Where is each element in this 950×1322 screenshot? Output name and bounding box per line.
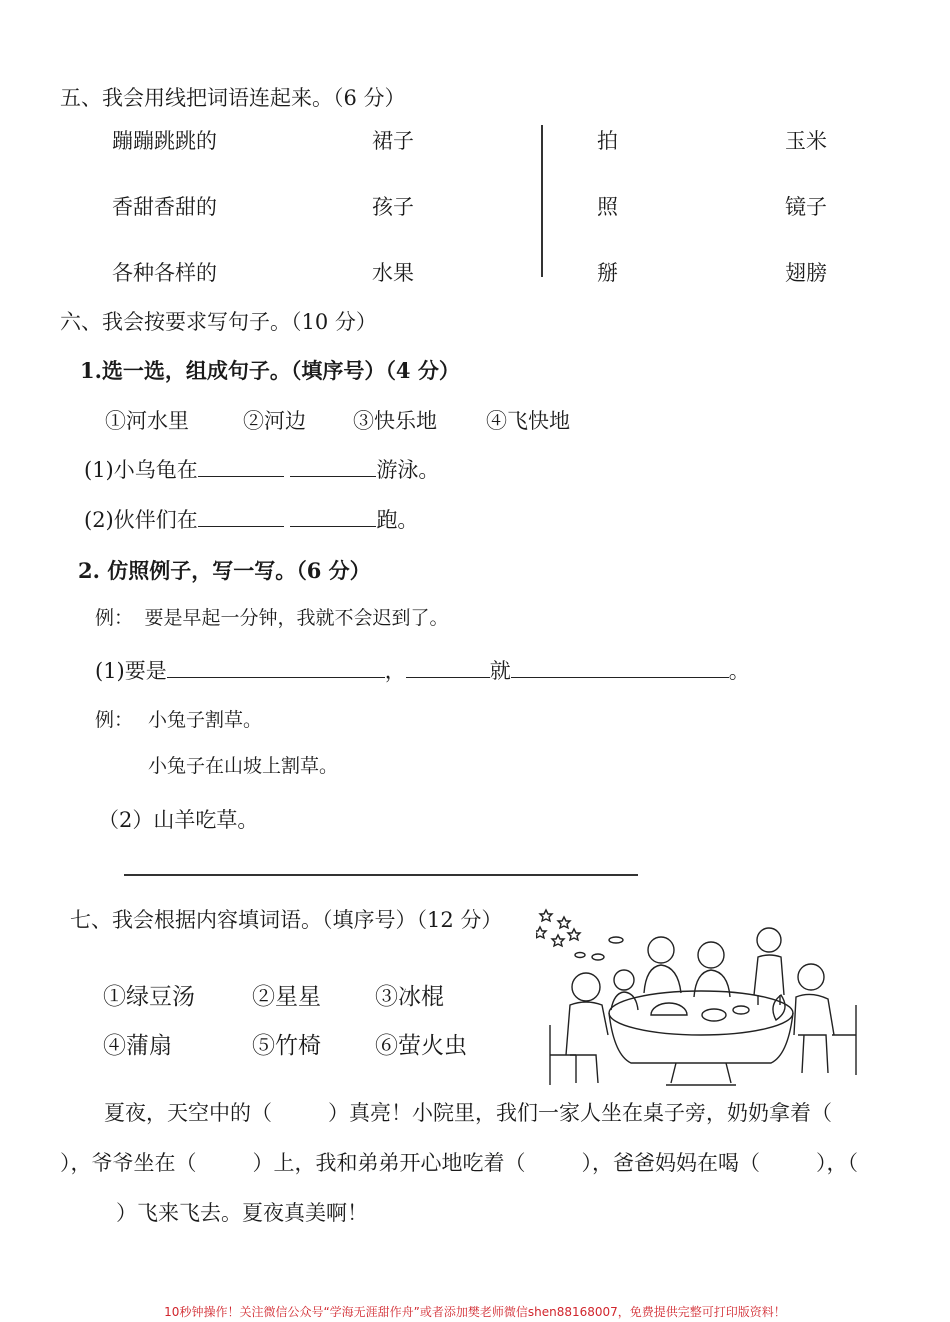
s7-option-1: ①绿豆汤 bbox=[103, 984, 195, 1010]
q2-example-1 bbox=[95, 603, 448, 630]
s7-passage bbox=[60, 1088, 900, 1238]
match-left-noun-1: 裙子 bbox=[372, 129, 414, 153]
q2-sentence-2: （2）山羊吃草。 bbox=[98, 808, 259, 832]
promo-footer: 10秒钟操作！关注微信公众号“学海无涯甜作舟”或者添加樊老师微信shen88168007，免费提供完整可打印版资料！ bbox=[164, 1305, 786, 1319]
match-left-noun-2: 孩子 bbox=[372, 195, 414, 219]
q2-example2-line1: 小兔子割草。 bbox=[148, 709, 263, 731]
match-left-word-1: 蹦蹦跳跳的 bbox=[112, 129, 217, 153]
match-right-noun-2: 镜子 bbox=[785, 195, 827, 219]
s7-passage-p4: ）上，我和弟弟开心地吃着（ bbox=[252, 1151, 526, 1175]
q1-s2-blank-b[interactable] bbox=[290, 506, 376, 527]
q1-option-3: ③快乐地 bbox=[353, 409, 437, 433]
s7-passage-p6: ），（ bbox=[816, 1151, 858, 1175]
column-divider bbox=[541, 125, 543, 277]
s7-option-2: ②星星 bbox=[252, 984, 321, 1010]
q2-example2-label: 例： bbox=[95, 709, 134, 731]
section6-heading: 六、我会按要求写句子。（10 分） bbox=[60, 310, 377, 334]
q1-option-1: ①河水里 bbox=[105, 409, 189, 433]
match-right-verb-1: 拍 bbox=[597, 129, 618, 153]
section7-heading: 七、我会根据内容填词语。（填序号）（12 分） bbox=[70, 908, 503, 932]
q1-option-4: ④飞快地 bbox=[486, 409, 570, 433]
q1-s1-blank-a[interactable] bbox=[198, 456, 284, 477]
s7-passage-p7: ）飞来飞去。夏夜真美啊！ bbox=[116, 1201, 368, 1225]
q1-s2-suffix: 跑。 bbox=[376, 508, 419, 532]
match-right-verb-2: 照 bbox=[597, 195, 618, 219]
family-summer-night-illustration bbox=[536, 905, 866, 1095]
s7-passage-p3: ），爷爷坐在（ bbox=[60, 1151, 197, 1175]
match-left-noun-3: 水果 bbox=[372, 261, 414, 285]
q1-option-2: ②河边 bbox=[243, 409, 306, 433]
q1-s2-blank-a[interactable] bbox=[198, 506, 284, 527]
s7-passage-p1: 夏夜，天空中的（ bbox=[104, 1101, 272, 1125]
q2-example2-line2: 小兔子在山坡上割草。 bbox=[148, 755, 339, 777]
match-left-word-2: 香甜香甜的 bbox=[112, 195, 217, 219]
s7-option-4: ④蒲扇 bbox=[103, 1033, 172, 1059]
match-right-noun-3: 翅膀 bbox=[785, 261, 827, 285]
match-right-verb-3: 掰 bbox=[597, 261, 618, 285]
s7-option-5: ⑤竹椅 bbox=[252, 1033, 321, 1059]
q2-s1-comma: ， bbox=[384, 659, 406, 683]
q1-s2-prefix: (2)伙伴们在 bbox=[84, 508, 198, 532]
q2-title: 2. 仿照例子，写一写。（6 分） bbox=[78, 558, 371, 583]
s7-passage-p2: ）真亮！小院里，我们一家人坐在桌子旁，奶奶拿着（ bbox=[328, 1101, 832, 1125]
q2-s1-blank-c[interactable] bbox=[511, 657, 729, 678]
q2-s1-end: 。 bbox=[728, 659, 750, 683]
q1-sentence-1 bbox=[84, 454, 439, 484]
q1-title: 1.选一选，组成句子。（填序号）（4 分） bbox=[80, 358, 460, 383]
section5-heading: 五、我会用线把词语连起来。（6 分） bbox=[60, 86, 406, 110]
q2-s1-prefix: (1)要是 bbox=[95, 659, 167, 683]
q1-s1-blank-b[interactable] bbox=[290, 456, 376, 477]
s7-option-3: ③冰棍 bbox=[375, 984, 444, 1010]
q2-example1-text: 要是早起一分钟，我就不会迟到了。 bbox=[144, 607, 449, 629]
q2-example1-label: 例： bbox=[95, 607, 134, 629]
q2-s1-blank-b[interactable] bbox=[406, 657, 490, 678]
q2-s1-mid: 就 bbox=[489, 659, 511, 683]
match-left-word-3: 各种各样的 bbox=[112, 261, 217, 285]
match-right-noun-1: 玉米 bbox=[785, 129, 827, 153]
q1-s1-prefix: (1)小乌龟在 bbox=[84, 458, 198, 482]
s7-option-6: ⑥萤火虫 bbox=[375, 1033, 467, 1059]
q2-s1-blank-a[interactable] bbox=[167, 657, 385, 678]
q1-s1-suffix: 游泳。 bbox=[376, 458, 440, 482]
s7-passage-p5: ），爸爸妈妈在喝（ bbox=[581, 1151, 760, 1175]
q2-sentence-1 bbox=[95, 655, 750, 685]
q2-s2-answer-line[interactable] bbox=[124, 874, 638, 876]
q1-sentence-2 bbox=[84, 504, 418, 534]
